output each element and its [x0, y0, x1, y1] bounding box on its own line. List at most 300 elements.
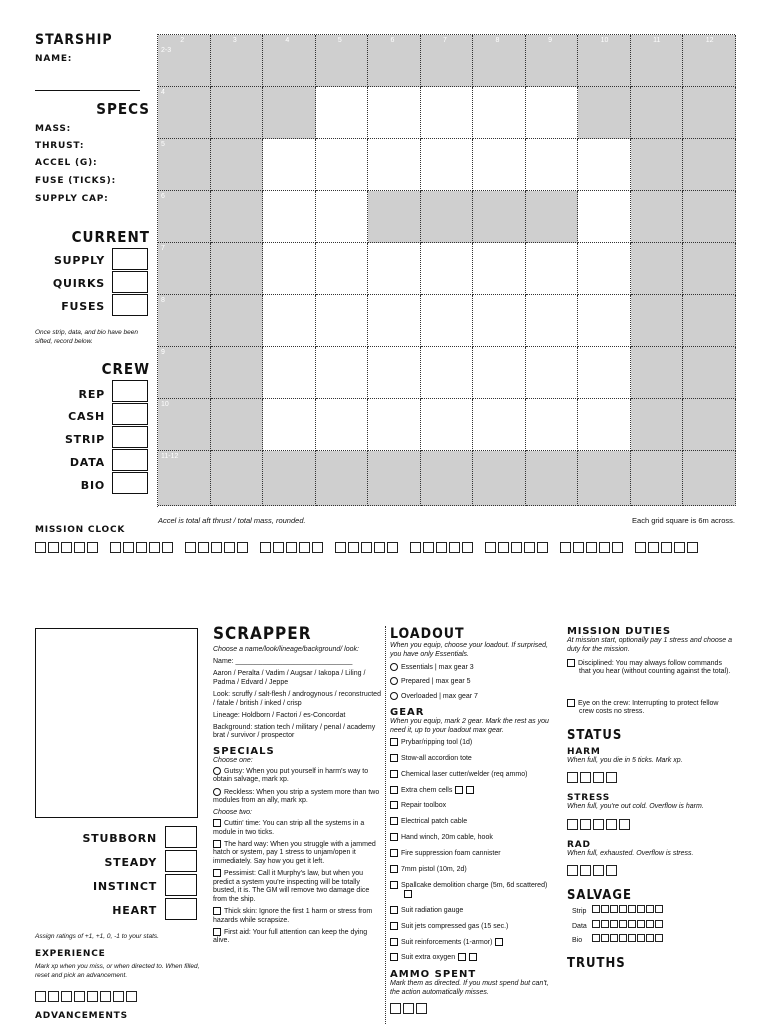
checkbox-icon[interactable]	[390, 786, 398, 794]
gear-item[interactable]	[390, 881, 555, 900]
grid-square[interactable]	[316, 451, 369, 506]
grid-col-label: 10	[600, 37, 609, 44]
gear-intro: When you equip, mark 2 gear. Mark the rest as you need it, up to your loadout max gear.	[390, 718, 549, 734]
stress-title: STRESS	[567, 793, 611, 804]
grid-square[interactable]	[578, 139, 631, 191]
clock-tick[interactable]	[485, 542, 496, 553]
grid-square[interactable]	[631, 191, 684, 243]
gear-label: Spallcake demolition charge (5m, 6d scattered)	[401, 881, 548, 889]
gear-label: Suit jets compressed gas (15 sec.)	[401, 922, 509, 930]
gear-label: Suit reinforcements (1-armor)	[401, 938, 493, 946]
checkbox-icon[interactable]	[390, 770, 398, 778]
grid-square[interactable]	[368, 35, 421, 87]
cash-box[interactable]	[112, 403, 148, 425]
clock-tick[interactable]	[361, 542, 372, 553]
grid-square[interactable]	[158, 347, 211, 399]
grid-square[interactable]	[316, 139, 369, 191]
clock-tick[interactable]	[635, 542, 646, 553]
harm-text: When full, you die in 5 ticks. Mark xp.	[567, 756, 683, 764]
scrapper-name[interactable]: Name: ______________________________	[213, 657, 353, 665]
supply-label: SUPPLY	[53, 254, 105, 267]
checkbox-icon[interactable]	[390, 881, 398, 889]
status-column	[567, 626, 735, 971]
gear-item[interactable]	[390, 922, 555, 931]
grid-square[interactable]	[263, 295, 316, 347]
clock-tick[interactable]	[560, 542, 571, 553]
harm-title: HARM	[567, 746, 601, 757]
gear-label: Repair toolbox	[401, 802, 447, 810]
clock-tick[interactable]	[410, 542, 421, 553]
grid-square[interactable]	[526, 243, 579, 295]
grid-square[interactable]	[526, 399, 579, 451]
gear-item[interactable]	[390, 865, 555, 874]
gear-label: Prybar/ripping tool (1d)	[401, 738, 473, 746]
special-gutsy[interactable]: Gutsy: When you put yourself in harm's way to obtain salvage, mark xp.	[213, 767, 369, 784]
grid-row-label: 10	[161, 401, 169, 408]
quirks-label: QUIRKS	[52, 277, 105, 290]
grid-square[interactable]	[263, 399, 316, 451]
duties-title: MISSION DUTIES	[567, 626, 671, 637]
grid-row-label: 11-12	[161, 453, 179, 460]
grid-square[interactable]	[473, 451, 526, 506]
checkbox-icon[interactable]	[390, 938, 398, 946]
fuses-box[interactable]	[112, 294, 148, 316]
harm-track[interactable]	[567, 770, 735, 788]
strip-box[interactable]	[112, 426, 148, 448]
experience-title: EXPERIENCE	[35, 949, 106, 959]
column-divider	[385, 626, 386, 1024]
choose-one: Choose one:	[213, 756, 253, 764]
steady-label: STEADY	[104, 856, 157, 869]
grid-col-label: 2	[180, 37, 185, 44]
clock-tick[interactable]	[648, 542, 659, 553]
fuse-label: FUSE (TICKS):	[35, 176, 116, 186]
grid-square[interactable]	[421, 139, 474, 191]
clock-tick[interactable]	[224, 542, 235, 553]
grid-square[interactable]	[683, 347, 736, 399]
clock-tick[interactable]	[87, 542, 98, 553]
xp-track[interactable]	[35, 989, 139, 1007]
grid-square[interactable]	[421, 87, 474, 139]
clock-tick[interactable]	[511, 542, 522, 553]
grid-square[interactable]	[578, 191, 631, 243]
clock-group	[110, 540, 175, 558]
clock-tick[interactable]	[599, 542, 610, 553]
instinct-label: INSTINCT	[93, 880, 157, 893]
grid-square[interactable]	[316, 347, 369, 399]
gear-item[interactable]	[390, 938, 555, 947]
loadout-prepared[interactable]: Prepared | max gear 5	[390, 677, 555, 686]
grid-square[interactable]	[578, 243, 631, 295]
supply-box[interactable]	[112, 248, 148, 270]
clock-tick[interactable]	[374, 542, 385, 553]
clock-group	[635, 540, 700, 558]
grid-square[interactable]	[211, 87, 264, 139]
clock-tick[interactable]	[586, 542, 597, 553]
grid-col-label: 7	[443, 37, 447, 44]
grid-square[interactable]	[158, 139, 211, 191]
gear-item[interactable]	[390, 754, 555, 763]
grid-square[interactable]	[421, 191, 474, 243]
gear-label: Chemical laser cutter/welder (req ammo)	[401, 770, 528, 778]
clock-tick[interactable]	[185, 542, 196, 553]
grid-row-label: 7	[161, 245, 165, 252]
ship-grid[interactable]	[157, 34, 735, 507]
grid-square[interactable]	[631, 243, 684, 295]
grid-col-label: 4	[285, 37, 290, 44]
grid-square[interactable]	[316, 295, 369, 347]
grid-square[interactable]	[631, 451, 684, 506]
loadout-essentials[interactable]: Essentials | max gear 3	[390, 663, 555, 672]
starship-title: STARSHIP	[35, 32, 113, 48]
grid-square[interactable]	[263, 87, 316, 139]
gear-label: Electrical patch cable	[401, 818, 468, 826]
scrapper-look: Look: scruffy / salt-flesh / androgynous / reconstructed / fatale / british / inked / crisp	[213, 691, 381, 707]
grid-square[interactable]	[263, 243, 316, 295]
grid-square[interactable]	[473, 295, 526, 347]
clock-tick[interactable]	[61, 542, 72, 553]
grid-square[interactable]	[526, 451, 579, 506]
grid-row-label: 9	[161, 349, 165, 356]
clock-tick[interactable]	[74, 542, 85, 553]
gear-label: Extra chem cells	[401, 786, 453, 794]
grid-square[interactable]	[316, 399, 369, 451]
salvage-title: SALVAGE	[567, 888, 632, 904]
grid-col-label: 6	[390, 37, 395, 44]
clock-tick[interactable]	[335, 542, 346, 553]
clock-tick[interactable]	[387, 542, 398, 553]
clock-tick[interactable]	[423, 542, 434, 553]
duties-intro: At mission start, optionally pay 1 stress and choose a duty for the mission.	[567, 637, 732, 653]
grid-square[interactable]	[316, 87, 369, 139]
grid-square[interactable]	[683, 139, 736, 191]
grid-col-label: 3	[232, 37, 237, 44]
clock-tick[interactable]	[612, 542, 623, 553]
loadout-title: LOADOUT	[390, 626, 465, 642]
clock-tick[interactable]	[462, 542, 473, 553]
gear-label: Suit radiation gauge	[401, 906, 464, 914]
grid-square[interactable]	[526, 191, 579, 243]
supply-cap-label: SUPPLY CAP:	[35, 194, 109, 204]
mission-clock[interactable]	[35, 540, 735, 554]
gear-item[interactable]	[390, 833, 555, 842]
advancements-title: ADVANCEMENTS	[35, 1011, 128, 1021]
specs-title: SPECS	[96, 100, 150, 118]
rad-title: RAD	[567, 839, 591, 850]
rep-label: REP	[78, 388, 105, 401]
grid-square[interactable]	[631, 347, 684, 399]
clock-tick[interactable]	[436, 542, 447, 553]
grid-square[interactable]	[526, 347, 579, 399]
clock-tick[interactable]	[573, 542, 584, 553]
instinct-box[interactable]	[165, 874, 197, 896]
grid-col-label: 8	[495, 37, 500, 44]
grid-square[interactable]	[578, 87, 631, 139]
mission-clock-label: MISSION CLOCK	[35, 525, 126, 535]
experience-text: Mark xp when you miss, or when directed to. When filled, reset and pick an advancement.	[35, 963, 200, 979]
clock-tick[interactable]	[48, 542, 59, 553]
grid-square[interactable]	[211, 399, 264, 451]
grid-square[interactable]	[578, 399, 631, 451]
ammo-title: AMMO SPENT	[390, 969, 477, 981]
gear-item[interactable]	[390, 849, 555, 858]
checkbox-icon[interactable]	[390, 906, 398, 914]
special-firstaid[interactable]: First aid: Your full attention can keep the dying alive.	[213, 928, 368, 945]
grid-square[interactable]	[368, 451, 421, 506]
checkbox-icon[interactable]	[390, 738, 398, 746]
clock-tick[interactable]	[237, 542, 248, 553]
grid-square[interactable]	[368, 139, 421, 191]
grid-square[interactable]	[683, 399, 736, 451]
scrapper-column	[213, 624, 381, 949]
clock-group	[35, 540, 100, 558]
grid-square[interactable]	[316, 191, 369, 243]
cash-label: CASH	[68, 410, 105, 423]
grid-row-label: 8	[161, 297, 165, 304]
current-title: CURRENT	[71, 228, 150, 246]
grid-square[interactable]	[631, 295, 684, 347]
ship-name-line[interactable]	[35, 90, 140, 91]
grid-square[interactable]	[526, 295, 579, 347]
loadout-overloaded[interactable]: Overloaded | max gear 7	[390, 692, 555, 701]
grid-square[interactable]	[368, 87, 421, 139]
grid-square[interactable]	[578, 295, 631, 347]
scrapper-title: SCRAPPER	[213, 624, 312, 644]
sift-note: Once strip, data, and bio have been sifted, record below.	[35, 329, 138, 345]
grid-square[interactable]	[683, 87, 736, 139]
gear-item[interactable]	[390, 953, 555, 962]
special-cuttin[interactable]: Cuttin' time: You can strip all the systems in a module in two ticks.	[213, 820, 365, 836]
checkbox-icon[interactable]	[390, 817, 398, 825]
grid-square[interactable]	[473, 399, 526, 451]
rep-box[interactable]	[112, 380, 148, 402]
clock-tick[interactable]	[674, 542, 685, 553]
grid-square[interactable]	[473, 87, 526, 139]
ammo-text: Mark them as directed. If you must spend but can't, the action automatically misses.	[390, 980, 549, 996]
special-pessimist[interactable]: Pessimist: Call it Murphy's law, but when you predict a system you're inspecting will be totally busted, it is. The GM will remove two damage dice from the ship.	[213, 870, 370, 903]
clock-group	[410, 540, 475, 558]
choose-two: Choose two:	[213, 808, 252, 816]
stubborn-label: STUBBORN	[82, 832, 157, 845]
status-title: STATUS	[567, 727, 623, 743]
grid-square[interactable]	[158, 191, 211, 243]
ammo-track[interactable]	[390, 1001, 555, 1019]
gear-item[interactable]	[390, 786, 555, 795]
clock-tick[interactable]	[524, 542, 535, 553]
special-hardway[interactable]: The hard way: When you struggle with a jammed hatch or system, pay 1 stress to unjam/open it immediately. Say how you get it left.	[213, 840, 376, 865]
grid-square[interactable]	[368, 243, 421, 295]
grid-square[interactable]	[211, 191, 264, 243]
grid-square[interactable]	[368, 347, 421, 399]
gear-item[interactable]	[390, 801, 555, 810]
clock-tick[interactable]	[162, 542, 173, 553]
salvage-data[interactable]: Data	[567, 920, 735, 932]
grid-square[interactable]	[263, 35, 316, 87]
grid-square[interactable]	[211, 347, 264, 399]
clock-tick[interactable]	[537, 542, 548, 553]
special-reckless[interactable]: Reckless: When you strip a system more than two modules from an ally, mark xp.	[213, 788, 380, 805]
specials-title: SPECIALS	[213, 745, 275, 757]
stress-track[interactable]	[567, 817, 735, 835]
grid-col-label: 5	[337, 37, 342, 44]
grid-square[interactable]	[158, 295, 211, 347]
clock-group	[260, 540, 325, 558]
grid-square[interactable]	[211, 139, 264, 191]
grid-square[interactable]	[473, 347, 526, 399]
loadout-column	[390, 626, 555, 1019]
grid-square[interactable]	[683, 451, 736, 506]
clock-tick[interactable]	[211, 542, 222, 553]
salvage-bio[interactable]: Bio	[567, 934, 735, 946]
gear-label: Suit extra oxygen	[401, 954, 456, 962]
checkbox-icon[interactable]	[390, 953, 398, 961]
bio-label: BIO	[80, 479, 105, 492]
checkbox-icon[interactable]	[390, 801, 398, 809]
grid-square[interactable]	[211, 295, 264, 347]
grid-note: Each grid square is 6m across.	[632, 516, 735, 525]
grid-square[interactable]	[158, 87, 211, 139]
gear-list	[390, 738, 555, 963]
grid-square[interactable]	[368, 399, 421, 451]
grid-square[interactable]	[421, 243, 474, 295]
clock-tick[interactable]	[661, 542, 672, 553]
gear-label: 7mm pistol (10m, 2d)	[401, 865, 467, 873]
data-label: DATA	[69, 456, 105, 469]
gear-title: GEAR	[390, 707, 425, 719]
clock-tick[interactable]	[260, 542, 271, 553]
bio-box[interactable]	[112, 472, 148, 494]
checkbox-icon[interactable]	[390, 922, 398, 930]
checkbox-icon[interactable]	[390, 833, 398, 841]
grid-square[interactable]	[578, 347, 631, 399]
portrait-box[interactable]	[35, 628, 198, 818]
clock-tick[interactable]	[198, 542, 209, 553]
grid-square[interactable]	[473, 191, 526, 243]
scrapper-lineage: Lineage: Holdborn / Factori / es-Concordat	[213, 712, 346, 719]
clock-group	[485, 540, 550, 558]
grid-row-label: 5	[161, 141, 165, 148]
clock-tick[interactable]	[687, 542, 698, 553]
checkbox-icon[interactable]	[390, 754, 398, 762]
clock-tick[interactable]	[35, 542, 46, 553]
grid-square[interactable]	[683, 295, 736, 347]
clock-tick[interactable]	[312, 542, 323, 553]
gear-label: Stow-all accordion tote	[401, 754, 472, 762]
grid-col-label: 12	[705, 37, 714, 44]
clock-tick[interactable]	[449, 542, 460, 553]
grid-square[interactable]	[526, 87, 579, 139]
scrapper-intro: Choose a name/look/lineage/background/ look:	[213, 646, 359, 653]
checkbox-icon[interactable]	[390, 865, 398, 873]
clock-tick[interactable]	[123, 542, 134, 553]
grid-row-label: 2-3	[161, 47, 172, 54]
grid-square[interactable]	[473, 35, 526, 87]
gear-item[interactable]	[390, 770, 555, 779]
ship-name-label: NAME:	[35, 54, 73, 64]
clock-tick[interactable]	[136, 542, 147, 553]
clock-group	[335, 540, 400, 558]
gear-item[interactable]	[390, 738, 555, 747]
grid-square[interactable]	[526, 139, 579, 191]
duty-eye[interactable]: Eye on the crew: Interrupting to protect fellow crew costs no stress.	[567, 699, 735, 717]
grid-square[interactable]	[368, 191, 421, 243]
grid-square[interactable]	[631, 139, 684, 191]
grid-square[interactable]	[683, 191, 736, 243]
grid-square[interactable]	[631, 87, 684, 139]
grid-square[interactable]	[368, 295, 421, 347]
grid-square[interactable]	[158, 35, 211, 87]
clock-tick[interactable]	[110, 542, 121, 553]
scrapper-background: Background: station tech / military / penal / academy brat / survivor / prospector	[213, 723, 376, 739]
gear-label: Hand winch, 20m cable, hook	[401, 833, 493, 841]
grid-square[interactable]	[421, 295, 474, 347]
clock-group	[185, 540, 250, 558]
grid-square[interactable]	[421, 399, 474, 451]
clock-tick[interactable]	[286, 542, 297, 553]
quirks-box[interactable]	[112, 271, 148, 293]
clock-tick[interactable]	[299, 542, 310, 553]
gear-label: Fire suppression foam cannister	[401, 849, 501, 857]
steady-box[interactable]	[165, 850, 197, 872]
grid-square[interactable]	[526, 35, 579, 87]
truths-title: TRUTHS	[567, 955, 626, 971]
special-thick[interactable]: Thick skin: Ignore the first 1 harm or stress from hazards while scrapsize.	[213, 908, 373, 924]
grid-square[interactable]	[683, 243, 736, 295]
accel-label: ACCEL (G):	[35, 158, 98, 168]
data-box[interactable]	[112, 449, 148, 471]
grid-square[interactable]	[473, 243, 526, 295]
grid-square[interactable]	[263, 191, 316, 243]
heart-box[interactable]	[165, 898, 197, 920]
heart-label: HEART	[112, 904, 157, 917]
strip-label: STRIP	[64, 433, 105, 446]
gear-item[interactable]	[390, 906, 555, 915]
grid-square[interactable]	[421, 347, 474, 399]
grid-square[interactable]	[158, 243, 211, 295]
grid-square[interactable]	[263, 347, 316, 399]
grid-square[interactable]	[263, 139, 316, 191]
salvage-strip[interactable]: Strip	[567, 905, 735, 917]
stress-text: When full, you're out cold. Overflow is harm.	[567, 803, 704, 811]
grid-row-label: 6	[161, 193, 165, 200]
thrust-label: THRUST:	[35, 141, 85, 151]
grid-square[interactable]	[473, 139, 526, 191]
clock-tick[interactable]	[273, 542, 284, 553]
grid-square[interactable]	[211, 243, 264, 295]
grid-square[interactable]	[421, 451, 474, 506]
grid-square[interactable]	[316, 243, 369, 295]
fuses-label: FUSES	[61, 300, 105, 313]
checkbox-icon[interactable]	[390, 849, 398, 857]
stubborn-box[interactable]	[165, 826, 197, 848]
duty-disciplined[interactable]: Disciplined: You may always follow commands that you hear (without counting against the total).	[567, 659, 735, 677]
grid-row-label: 4	[161, 89, 165, 96]
loadout-intro: When you equip, choose your loadout. If surprised, you have only Essentials.	[390, 642, 548, 658]
grid-col-label: 11	[653, 37, 661, 44]
grid-square[interactable]	[631, 399, 684, 451]
grid-square[interactable]	[263, 451, 316, 506]
clock-tick[interactable]	[348, 542, 359, 553]
clock-tick[interactable]	[498, 542, 509, 553]
clock-tick[interactable]	[149, 542, 160, 553]
assign-note: Assign ratings of +1, +1, 0, -1 to your stats.	[35, 933, 159, 940]
gear-item[interactable]	[390, 817, 555, 826]
rad-track[interactable]	[567, 863, 735, 881]
grid-square[interactable]	[578, 451, 631, 506]
grid-square[interactable]	[211, 451, 264, 506]
mass-label: MASS:	[35, 124, 72, 134]
accel-note: Accel is total aft thrust / total mass, rounded.	[158, 516, 306, 525]
